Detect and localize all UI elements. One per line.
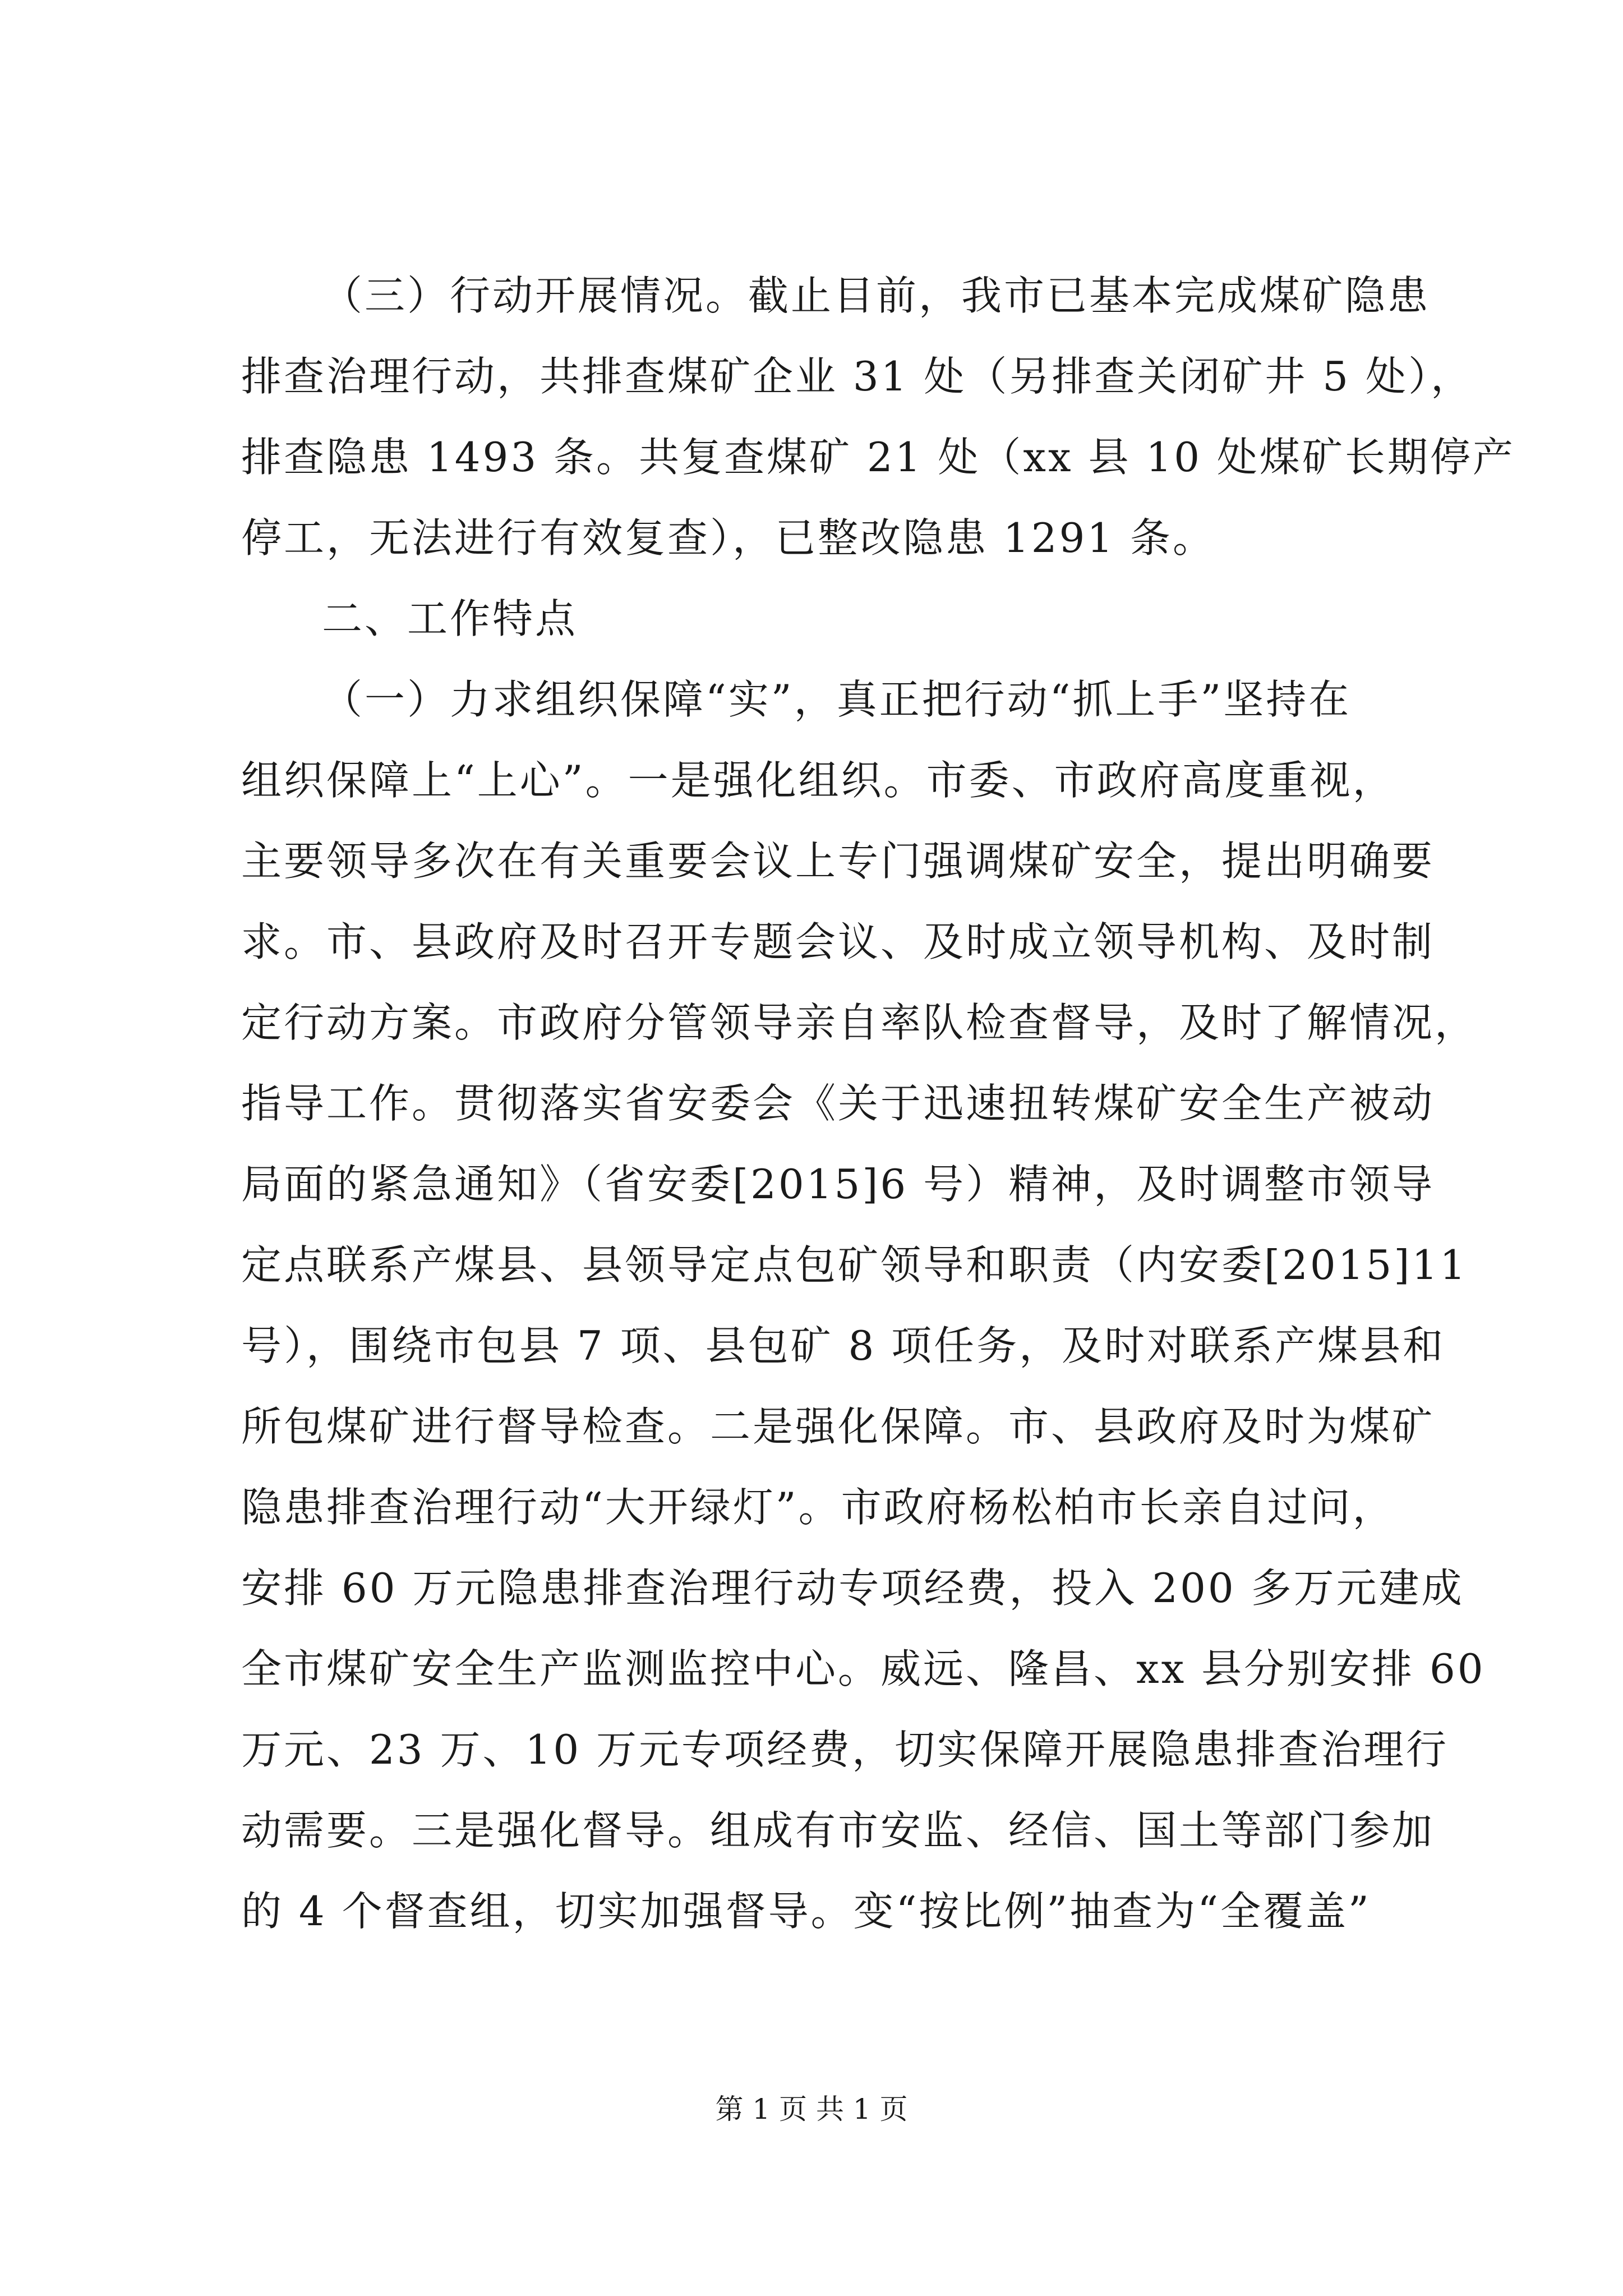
paragraph-line: 排查治理行动，共排查煤矿企业 31 处（另排查关闭矿井 5 处），: [241, 353, 1473, 400]
paragraph-line: 动需要。三是强化督导。组成有市安监、经信、国土等部门参加: [241, 1807, 1435, 1854]
paragraph-line: 隐患排查治理行动“大开绿灯”。市政府杨松柏市长亲自过问，: [241, 1484, 1395, 1531]
paragraph-line: （一）力求组织保障“实”，真正把行动“抓上手”坚持在: [322, 676, 1352, 723]
paragraph-line: 安排 60 万元隐患排查治理行动专项经费，投入 200 多万元建成: [241, 1565, 1464, 1612]
paragraph-line: 号），围绕市包县 7 项、县包矿 8 项任务，及时对联系产煤县和: [241, 1322, 1446, 1369]
paragraph-line: 停工，无法进行有效复查），已整改隐患 1291 条。: [241, 514, 1216, 562]
paragraph-line: 的 4 个督查组，切实加强督导。变“按比例”抽查为“全覆盖”: [241, 1888, 1371, 1935]
paragraph-line: 组织保障上“上心”。一是强化组织。市委、市政府高度重视，: [241, 757, 1395, 804]
paragraph-line: 主要领导多次在有关重要会议上专门强调煤矿安全，提出明确要: [241, 838, 1435, 885]
paragraph-line: 定点联系产煤县、县领导定点包矿领导和职责（内安委[2015]11: [241, 1241, 1468, 1289]
paragraph-line: 局面的紧急通知》（省安委[2015]6 号）精神，及时调整市领导: [241, 1161, 1435, 1208]
paragraph-line: 求。市、县政府及时召开专题会议、及时成立领导机构、及时制: [241, 918, 1435, 965]
document-body: [241, 255, 1515, 1952]
page-number-label: 第 1 页 共 1 页: [715, 2093, 908, 2125]
section-heading: 二、工作特点: [322, 595, 578, 642]
paragraph-line: 定行动方案。市政府分管领导亲自率队检查督导，及时了解情况，: [241, 999, 1478, 1046]
paragraph-line: 所包煤矿进行督导检查。二是强化保障。市、县政府及时为煤矿: [241, 1403, 1435, 1450]
paragraph-line: 全市煤矿安全生产监测监控中心。威远、隆昌、xx 县分别安排 60: [241, 1645, 1486, 1692]
paragraph-line: 排查隐患 1493 条。共复查煤矿 21 处（xx 县 10 处煤矿长期停产: [241, 434, 1515, 481]
paragraph-line: 万元、23 万、10 万元专项经费，切实保障开展隐患排查治理行: [241, 1726, 1449, 1773]
paragraph-line: （三）行动开展情况。截止目前，我市已基本完成煤矿隐患: [322, 272, 1431, 319]
paragraph-line: 指导工作。贯彻落实省安委会《关于迅速扭转煤矿安全生产被动: [241, 1080, 1435, 1127]
page-footer: [0, 2092, 1623, 2126]
